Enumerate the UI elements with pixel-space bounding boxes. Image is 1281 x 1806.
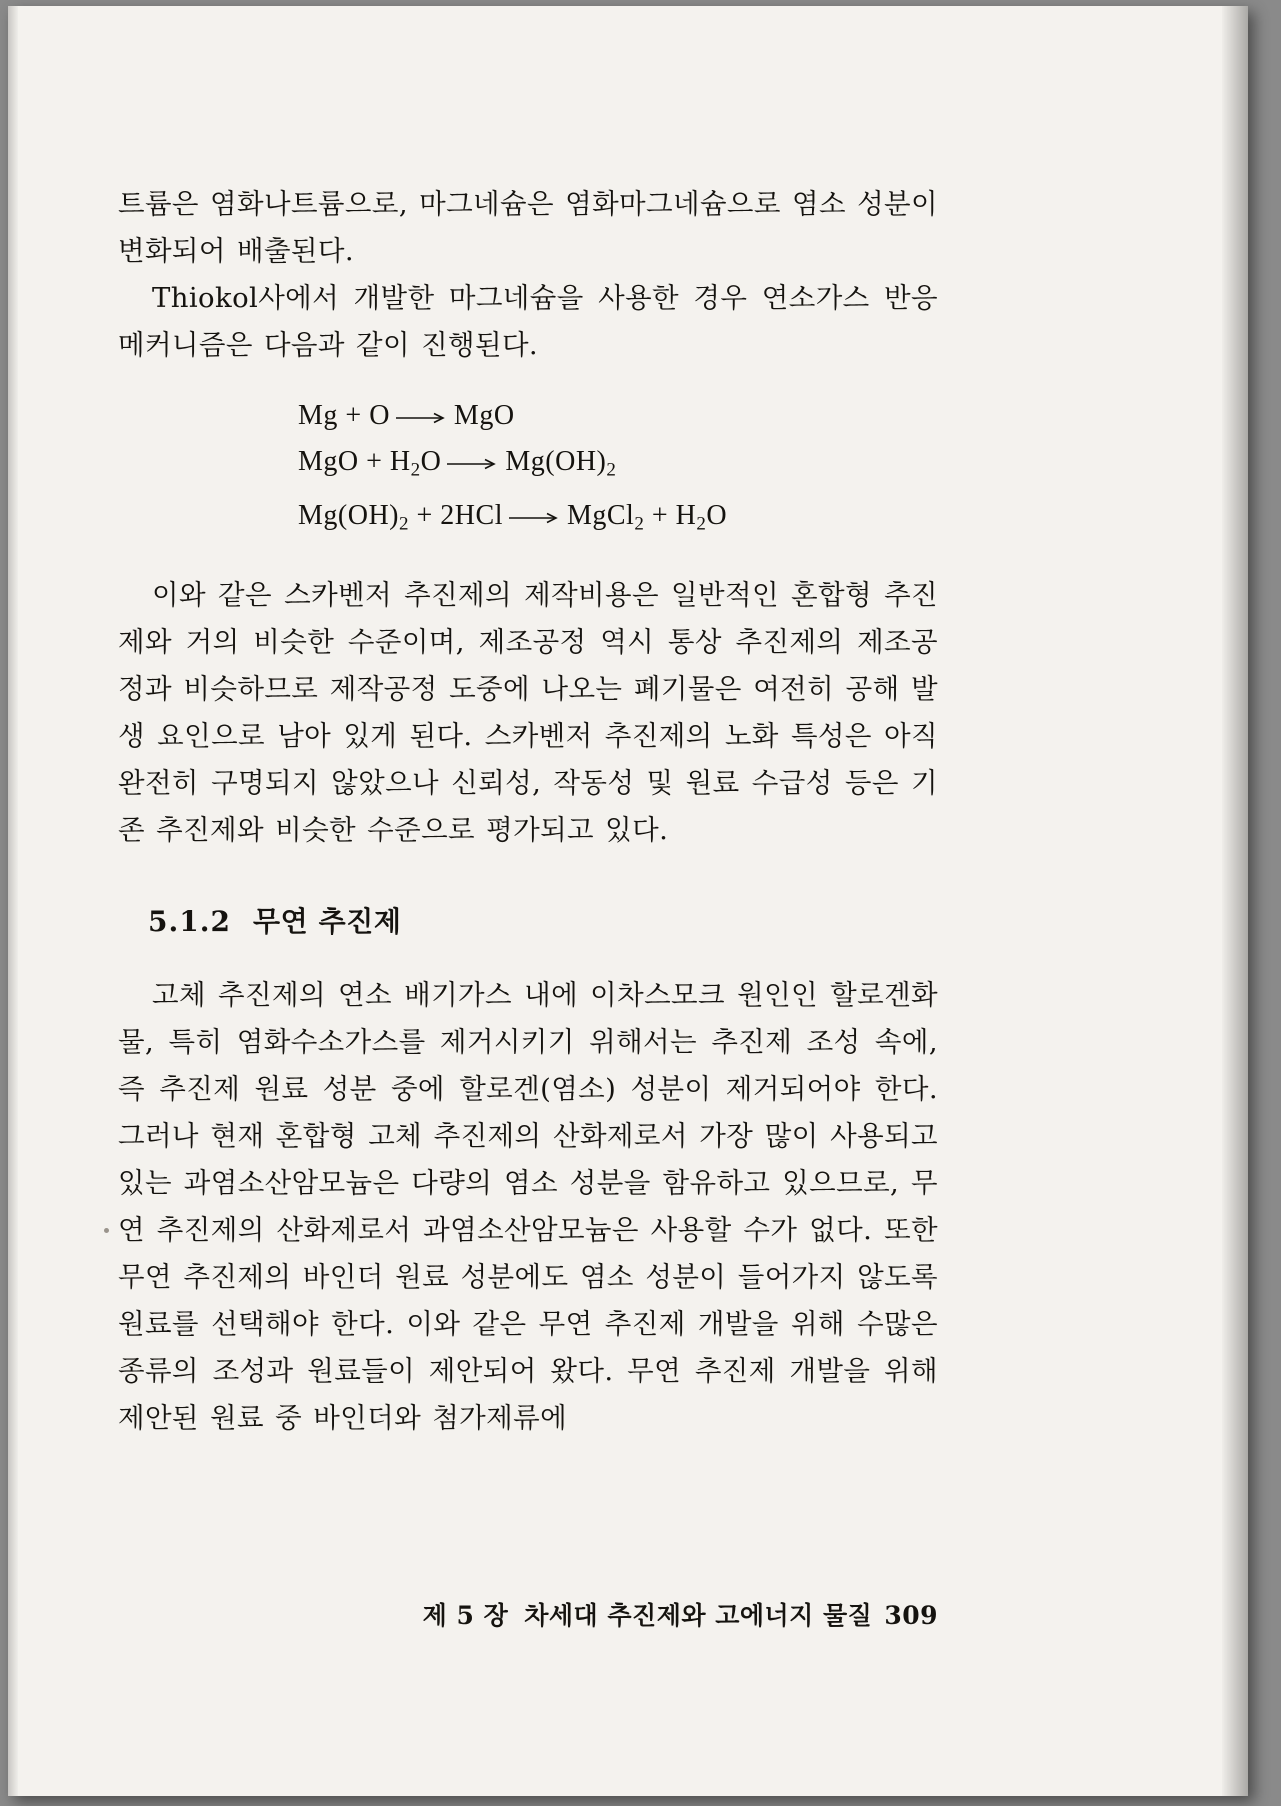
page-sheet: [8, 6, 1248, 1796]
section-heading: [118, 900, 938, 944]
spacer: [118, 558, 938, 572]
equation-line-1: Mg + O MgO: [298, 400, 515, 431]
footer-page-number: 309: [884, 1601, 938, 1630]
equation-block: [118, 393, 938, 548]
scan-edge-right: [1222, 6, 1248, 1796]
page-footer: [118, 1596, 938, 1632]
footer-chapter-number: 제 5 장: [422, 1601, 509, 1630]
paragraph-thiokol: Thiokol사에서 개발한 마그네슘을 사용한 경우 연소가스 반응 메커니즘은 다음과 같이 진행된다.: [118, 282, 938, 361]
equation-line-2: MgO + $H_2O$ $Mg(OH)_2$: [298, 446, 617, 481]
paragraph-scavenger-cost: 이와 같은 스카벤저 추진제의 제작비용은 일반적인 혼합형 추진제와 거의 비슷한 수준이며, 제조공정 역시 통상 추진제의 제조공정과 비슷하므로 제작공정 도중에 나오는 폐기물은 여전히 공해 발생 요인으로 남아 있게 된다. 스카벤저 추진제의 노화 특성은 아직 완전히 구명되지 않았으나 신뢰성, 작동성 및 원료 수급성 등은 기존 추진제와 비슷한 수준으로 평가되고 있다.: [118, 578, 938, 846]
reaction-arrow-icon: [396, 412, 448, 424]
section-number: 5.1.2: [148, 904, 231, 938]
scan-speck: [104, 1228, 109, 1233]
paragraph-continuation: 트륨은 염화나트륨으로, 마그네슘은 염화마그네슘으로 염소 성분이 변화되어 배출된다.: [118, 188, 938, 267]
equation-line-3: $Mg(OH)_2 + 2HCl$ MgCl$_2$ + $H_2O$: [298, 500, 728, 535]
spacer: [118, 854, 938, 900]
spacer: [118, 944, 938, 972]
paragraph-smokeless-propellant: 고체 추진제의 연소 배기가스 내에 이차스모크 원인인 할로겐화물, 특히 염화수소가스를 제거시키기 위해서는 추진제 조성 속에, 즉 추진제 원료 성분 중에 할로겐(염소) 성분이 제거되어야 한다. 그러나 현재 혼합형 고체 추진제의 산화제로서 가장 많이 사용되고 있는 과염소산암모늄은 다량의 염소 성분을 함유하고 있으므로, 무연 추진제의 산화제로서 과염소산암모늄은 사용할 수가 없다. 또한 무연 추진제의 바인더 원료 성분에도 염소 성분이 들어가지 않도록 원료를 선택해야 한다. 이와 같은 무연 추진제 개발을 위해 수많은 종류의 조성과 원료들이 제안되어 왔다. 무연 추진제 개발을 위해 제안된 원료 중 바인더와 첨가제류에: [118, 978, 938, 1434]
reaction-arrow-icon: [447, 458, 499, 470]
scan-edge-left: [8, 6, 18, 1796]
footer-chapter-title: 차세대 추진제와 고에너지 물질: [524, 1601, 873, 1630]
section-title: 무연 추진제: [252, 904, 402, 938]
page-body: [118, 181, 938, 1442]
reaction-arrow-icon: [509, 512, 561, 524]
